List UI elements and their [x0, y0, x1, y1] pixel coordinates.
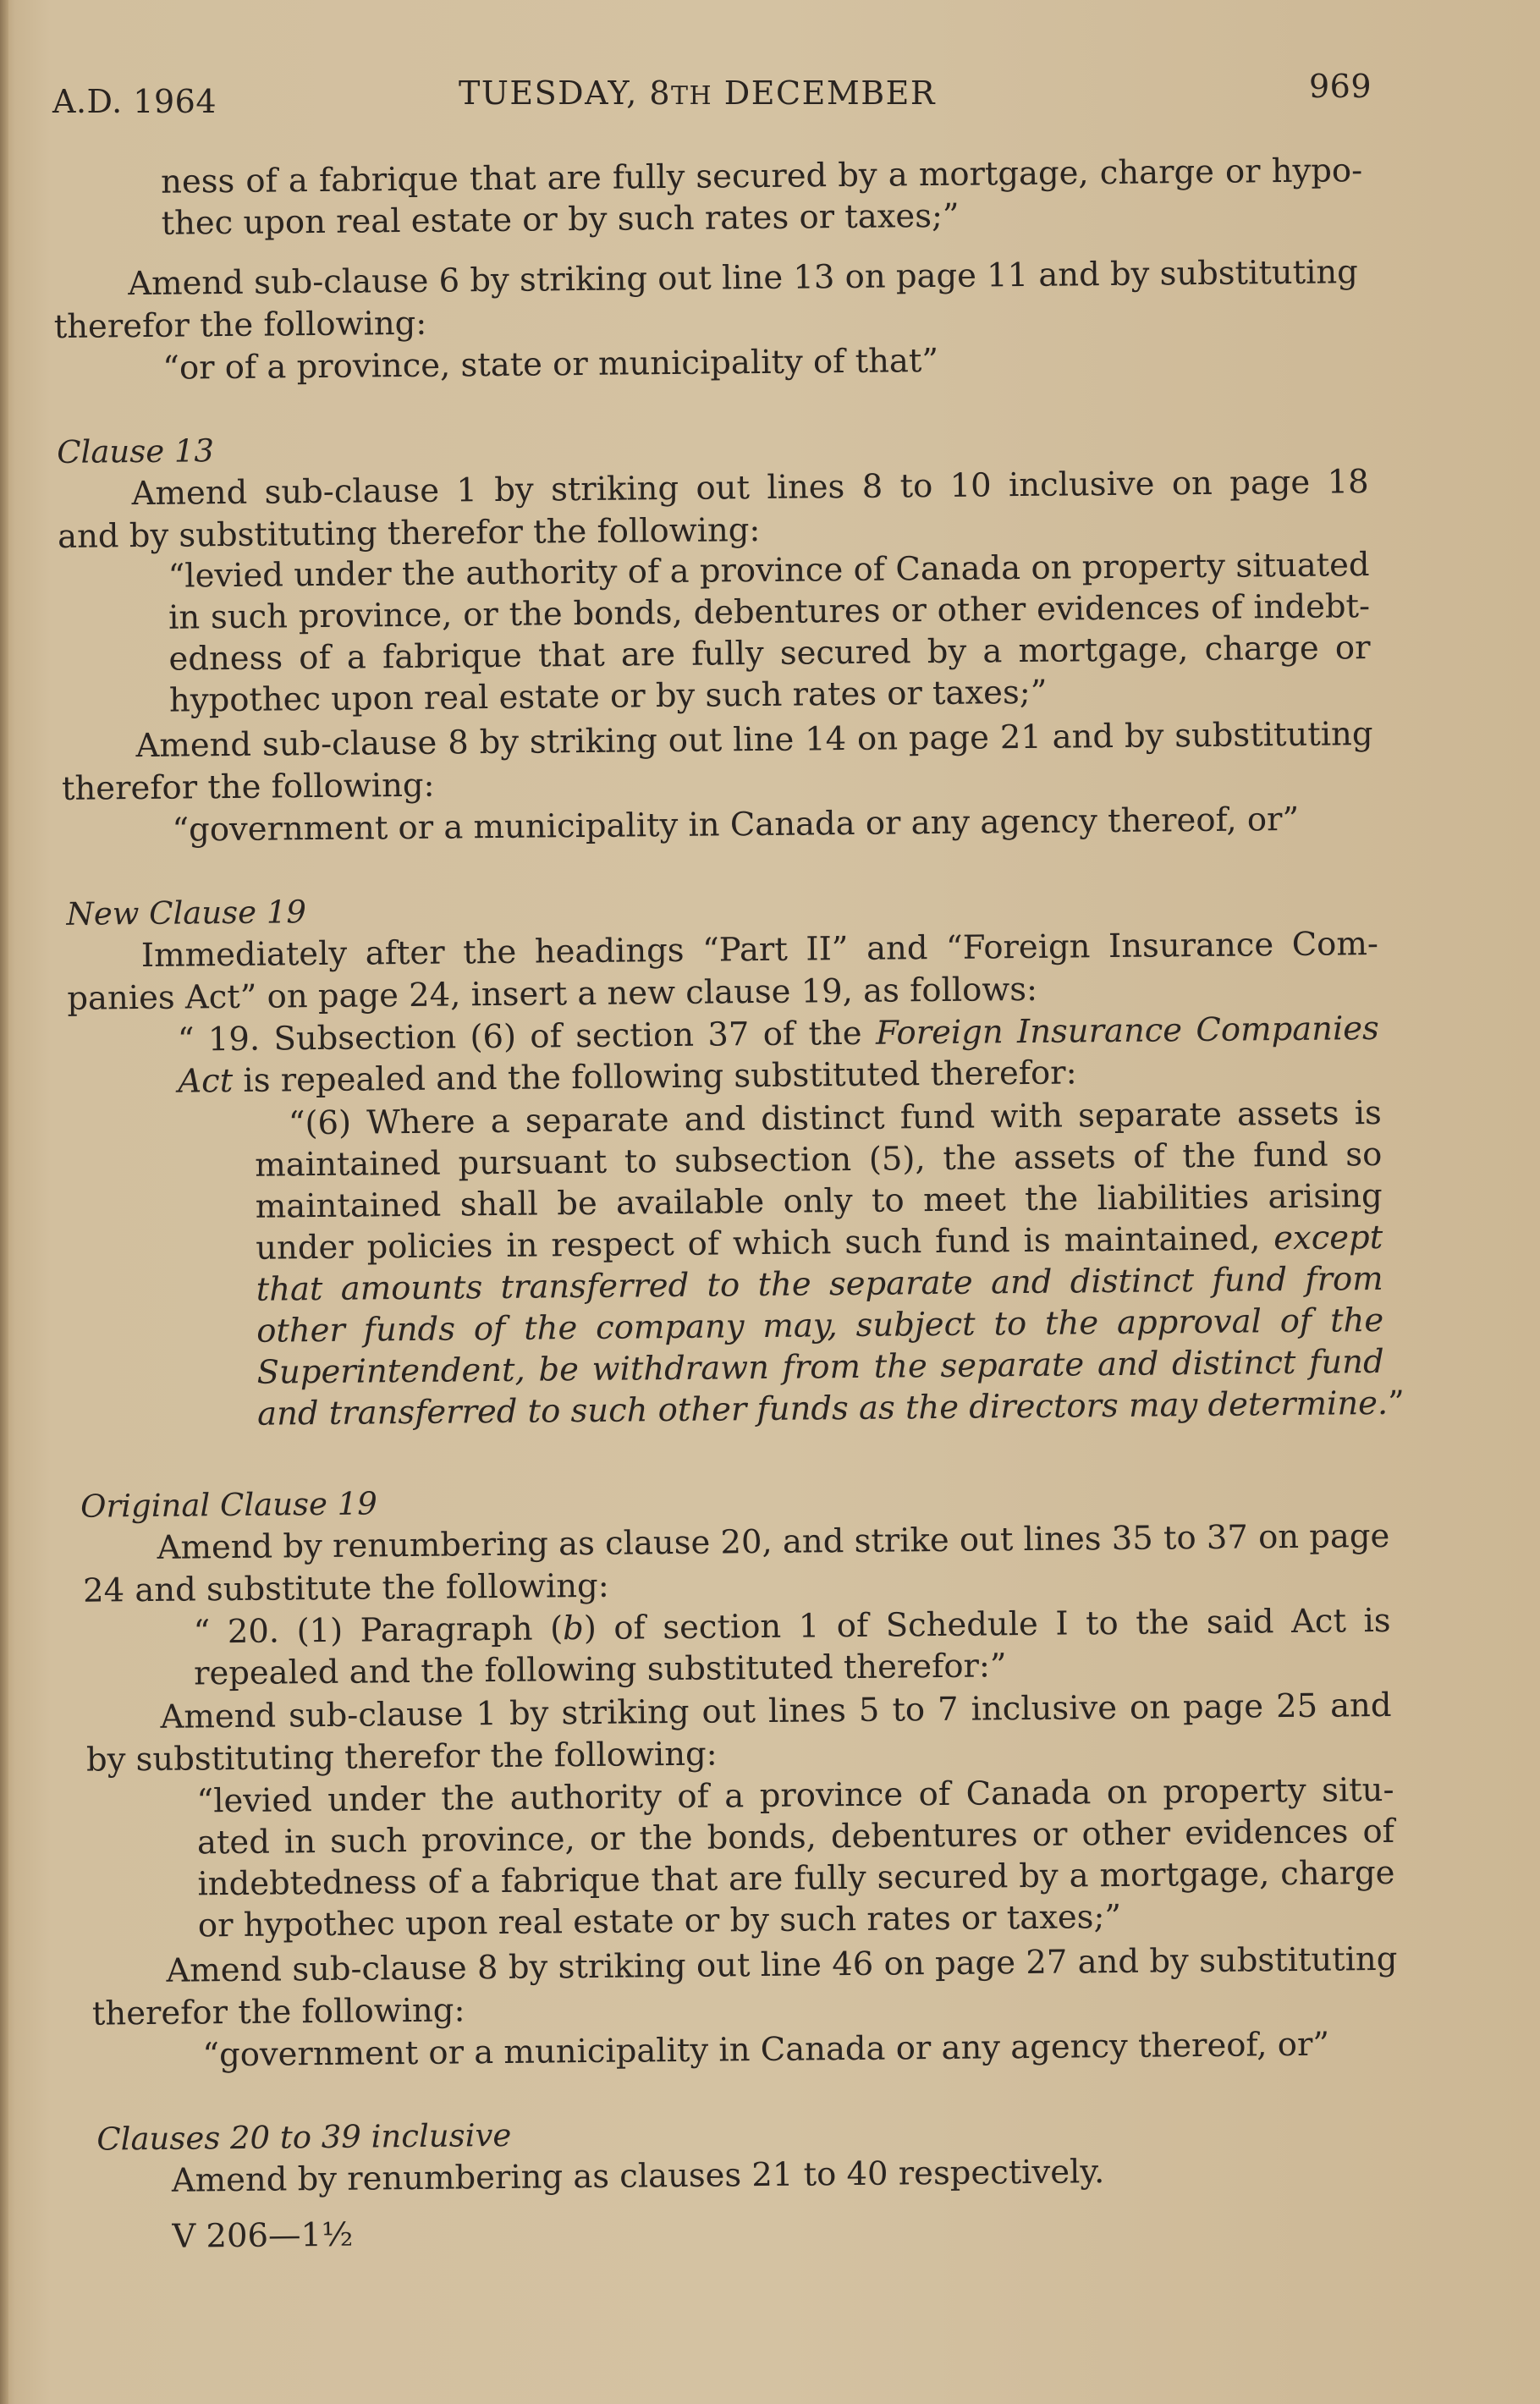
text-line: thec upon real estate or by such rates or taxes;” [161, 196, 960, 243]
substituted-text: “government or a municipality in Canada or any agency thereof, or” [172, 800, 1300, 850]
header-day: TUESDAY, [459, 74, 650, 112]
amend-paragraph [135, 713, 1372, 767]
text-line: other funds of the company may, subject to the approval of the [256, 1301, 1384, 1351]
text-line: Immediately after the headings “Part II” and “Foreign Insurance Com- [140, 924, 1379, 976]
text-line: in such province, or the bonds, debentures or other evidences of indebt- [168, 587, 1371, 637]
substituted-text: “government or a municipality in Canada or any agency thereof, or” [202, 2025, 1330, 2075]
italic-run: b [562, 1609, 585, 1648]
act-title: Act [178, 1061, 234, 1101]
text-line: hypothec upon real estate or by such rates or taxes;” [168, 673, 1048, 720]
substituted-text-block [196, 1769, 1395, 1947]
text-line: Amend sub-clause 8 by striking out line 14 on page 21 and by substituting [135, 715, 1373, 766]
text-line: that amounts transferred to the separate and distinct fund from [256, 1259, 1383, 1309]
amend-paragraph [166, 1939, 1397, 1992]
italic-run: except [1273, 1218, 1383, 1258]
intro-paragraph [141, 923, 1378, 976]
continued-quote [161, 150, 1363, 245]
text-line: “(6) Where a separate and distinct fund with separate assets is [288, 1093, 1382, 1143]
text-line: maintained pursuant to subsection (5), the assets of the fund so [255, 1135, 1383, 1185]
text-line: ness of a fabrique that are fully secured by a mortgage, charge or hypo- [160, 151, 1363, 201]
intro-paragraph-cont: panies Act” on page 24, insert a new clause 19, as follows: [67, 970, 1038, 1018]
text-line: “levied under the authority of a province of Canada on property situ- [196, 1770, 1394, 1821]
text-run: is repealed and the following substituted therefor: [232, 1053, 1077, 1100]
section-heading-clause-13: Clause 13 [57, 432, 215, 470]
amend-paragraph: Amend by renumbering as clauses 21 to 40 respectively. [171, 2153, 1105, 2200]
text-line: edness of a fabrique that are fully secured by a mortgage, charge or [168, 629, 1371, 679]
new-clause-text [178, 1008, 1380, 1103]
text-line: Superintendent, be withdrawn from the separate and distinct fund [256, 1342, 1384, 1392]
text-line: Amend sub-clause 8 by striking out line 46 on page 27 and by substituting [166, 1939, 1398, 1990]
header-year: A.D. 1964 [52, 83, 217, 120]
header-month: DECEMBER [712, 74, 937, 112]
section-heading-new-clause-19: New Clause 19 [66, 894, 307, 932]
substituted-text: “or of a province, state or municipality of that” [162, 341, 939, 388]
amend-paragraph-cont: therefor the following: [61, 766, 435, 808]
text-run: under policies in respect of which such fund is maintained, [256, 1219, 1274, 1268]
printer-signature-mark: V 206—1½ [172, 2215, 354, 2256]
amend-paragraph-cont: therefor the following: [91, 1991, 465, 2033]
section-heading-clauses-20-39: Clauses 20 to 39 inclusive [96, 2116, 512, 2158]
text-run: ) of section 1 of Schedule I to the said Act is [583, 1601, 1391, 1648]
page-number: 969 [1309, 68, 1372, 105]
amend-paragraph-cont: by substituting therefor the following: [85, 1735, 718, 1780]
amend-paragraph-cont: therefor the following: [53, 304, 427, 346]
text-line: Amend sub-clause 1 by striking out lines 8 to 10 inclusive on page 18 [131, 463, 1369, 514]
text-line: ated in such province, or the bonds, debentures or other evidences of [196, 1812, 1395, 1862]
header-date-number: 8 [649, 74, 672, 112]
amend-paragraph-cont: 24 and substitute the following: [82, 1566, 609, 1610]
amend-paragraph: Amend sub-clause 6 by striking out line 13 on page 11 and by substituting [128, 253, 1359, 304]
italic-run: and transferred to such other funds as the directors may determine. [256, 1384, 1389, 1433]
subsection-6-text [255, 1092, 1405, 1435]
amend-paragraph [131, 461, 1368, 514]
text-run: “ 20. (1) Paragraph ( [193, 1609, 564, 1652]
text-line: maintained shall be available only to meet the liabilities arising [255, 1176, 1383, 1226]
text-line: “levied under the authority of a province of Canada on property situated [168, 546, 1370, 596]
text-line: repealed and the following substituted therefor:” [193, 1647, 1007, 1693]
text-line: indebtedness of a fabrique that are fully secured by a mortgage, charge [197, 1853, 1395, 1904]
text-line: Amend by renumbering as clause 20, and strike out lines 35 to 37 on page [157, 1516, 1390, 1567]
amend-paragraph-cont: and by substituting therefor the following: [57, 510, 761, 556]
text-run: “ 19. Subsection (6) of section 37 of the [177, 1014, 877, 1059]
text-line: Amend sub-clause 1 by striking out lines 5 to 7 inclusive on page 25 and [160, 1686, 1392, 1736]
header-date-suffix: TH [671, 81, 713, 111]
act-title: Foreign Insurance Companies [875, 1009, 1380, 1053]
section-heading-original-clause-19: Original Clause 19 [80, 1485, 377, 1525]
substituted-text-block [193, 1600, 1391, 1695]
substituted-text-block [168, 544, 1371, 722]
closing-quote: ” [1387, 1384, 1405, 1422]
text-line: or hypothec upon real estate or by such rates or taxes;” [197, 1897, 1122, 1945]
